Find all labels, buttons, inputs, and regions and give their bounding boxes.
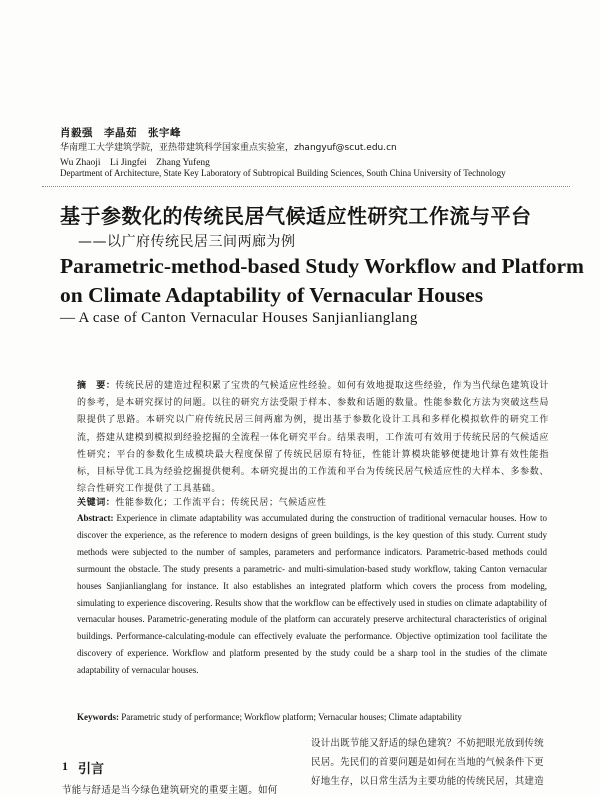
affiliation-cn: 华南理工大学建筑学院，亚热带建筑科学国家重点实验室，zhangyuf@scut.edu.cn xyxy=(60,143,397,153)
abstract-cn xyxy=(77,378,549,498)
section-number: 1 xyxy=(62,759,68,773)
authors-cn: 肖毅强 李晶茹 张宇峰 xyxy=(60,127,181,139)
subtitle-cn: ——以广府传统民居三间两廊为例 xyxy=(78,234,296,250)
body-text-left: 节能与舒适是当今绿色建筑研究的重要主题。如何 xyxy=(62,785,278,796)
keywords-en-label: Keywords: xyxy=(77,712,119,722)
abstract-en-label: Abstract: xyxy=(77,513,114,523)
authors-en: Wu Zhaoji Li Jingfei Zhang Yufeng xyxy=(60,158,210,168)
keywords-en xyxy=(77,712,547,722)
subtitle-en: — A case of Canton Vernacular Houses Sanjianlianglang xyxy=(60,310,418,326)
title-cn: 基于参数化的传统民居气候适应性研究工作流与平台 xyxy=(60,204,532,228)
abstract-cn-label: 摘 要： xyxy=(77,381,116,391)
body-text-right: 设计出既节能又舒适的绿色建筑？不妨把眼光放到传统民居。先民们的首要问题是如何在当地的气候条件下更好地生存，以日常生活为主要功能的传统民居，其建造 xyxy=(311,738,544,787)
abstract-en xyxy=(77,510,547,679)
keywords-cn-label: 关键词： xyxy=(77,498,116,508)
keywords-cn-text: 性能参数化；工作流平台；传统民居；气候适应性 xyxy=(115,498,327,508)
abstract-en-text: Experience in climate adaptability was accumulated during the construction of traditional vernacular houses. How to discover the experience, as the reference to modern designs of green buildings, is the key question of this study. Current study methods were subjected to the number of samples, parameters and performance indicators. Parametric-based methods could surmount the obstacle. The study presents a parametric- and multi-simulation-based study workflow, taking Canton vernacular houses Sanjianlianglang for instance. It also establishes an integrated platform which covers the process from modeling, simulating to experience discovering. Results show that the workflow can be effectively used in studies on climate adaptability of vernacular houses. Parametric-generating module of the platform can accurately preserve architectural characteristics of original buildings. Performance-calculating-module can effectively evaluate the performance. Objective optimization tool facilitate the discovery of experience. Workflow and platform presented by the study could be a sharp tool in the studies of the climate adaptability of vernacular houses. xyxy=(77,513,548,676)
title-en-line1: Parametric-method-based Study Workflow and Platform xyxy=(60,254,584,278)
divider-rule xyxy=(42,186,570,187)
section-title: 引言 xyxy=(78,762,105,777)
affiliation-en: Department of Architecture, State Key Laboratory of Subtropical Building Sciences, South China University of Technology xyxy=(60,168,506,178)
keywords-en-text: Parametric study of performance; Workflow platform; Vernacular houses; Climate adaptability xyxy=(121,712,462,722)
abstract-cn-text: 传统民居的建造过程积累了宝贵的气候适应性经验。如何有效地提取这些经验，作为当代绿色建筑设计的参考，是本研究探讨的问题。以往的研究方法受限于样本、参数和话题的数量。性能参数化方法为突破这些局限提供了思路。本研究以广府传统民居三间两廊为例，提出基于参数化设计工具和多样化模拟软件的研究工作流，搭建从建模到模拟到经验挖掘的全流程一体化研究平台。结果表明，工作流可有效用于传统民居的气候适应性研究；平台的参数化生成模块最大程度保留了传统民居原有特征，性能计算模块能够便捷地计算有效性能指标，目标导优工具为经验挖掘提供便利。本研究提出的工作流和平台为传统民居气候适应性的大样本、多参数、综合性研究工作提供了工具基础。 xyxy=(77,381,549,495)
title-en-line2: on Climate Adaptability of Vernacular Houses xyxy=(60,283,484,307)
keywords-cn xyxy=(77,495,327,508)
